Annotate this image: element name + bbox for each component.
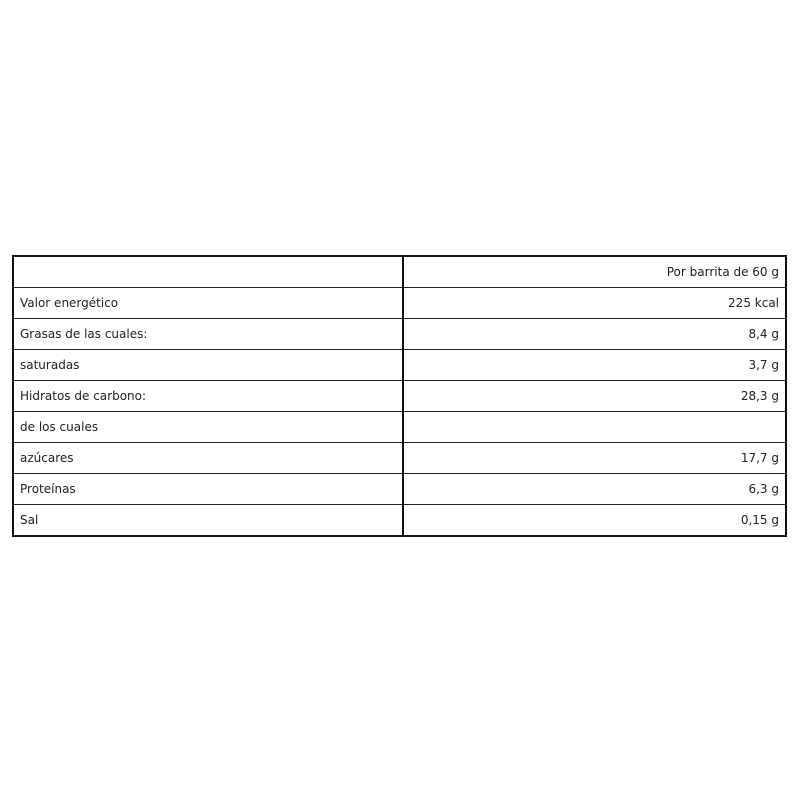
row-label-carbohydrates: Hidratos de carbono: [13, 381, 403, 412]
row-value-carbohydrates: 28,3 g [403, 381, 786, 412]
table-row [13, 505, 786, 537]
header-serving-cell: Por barrita de 60 g [403, 256, 786, 288]
row-label-fat: Grasas de las cuales: [13, 319, 403, 350]
row-value-fat: 8,4 g [403, 319, 786, 350]
row-value-of-which [403, 412, 786, 443]
row-value-salt: 0,15 g [403, 505, 786, 537]
row-label-energy: Valor energético [13, 288, 403, 319]
row-label-saturated: saturadas [13, 350, 403, 381]
row-label-protein: Proteínas [13, 474, 403, 505]
table-row [13, 443, 786, 474]
row-value-saturated: 3,7 g [403, 350, 786, 381]
table-row [13, 288, 786, 319]
row-value-sugars: 17,7 g [403, 443, 786, 474]
header-label-cell [13, 256, 403, 288]
table-row [13, 350, 786, 381]
row-label-sugars: azúcares [13, 443, 403, 474]
row-label-of-which: de los cuales [13, 412, 403, 443]
table-row [13, 474, 786, 505]
table-row [13, 381, 786, 412]
row-label-salt: Sal [13, 505, 403, 537]
nutrition-table [12, 255, 787, 537]
row-value-energy: 225 kcal [403, 288, 786, 319]
table-header-row [13, 256, 786, 288]
table-row [13, 319, 786, 350]
table-row [13, 412, 786, 443]
row-value-protein: 6,3 g [403, 474, 786, 505]
